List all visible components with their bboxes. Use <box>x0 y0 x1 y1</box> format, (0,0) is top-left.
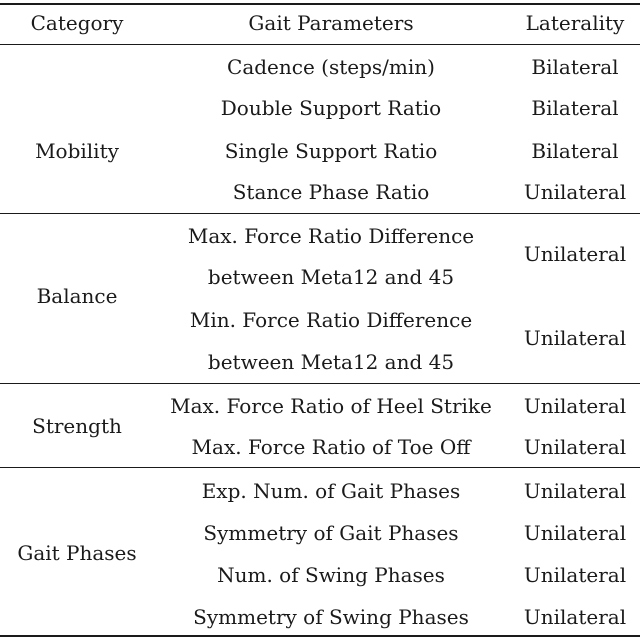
bottom-rule <box>0 635 640 637</box>
parameter-cell: Max. Force Ratio Difference <box>187 224 475 248</box>
parameter-cell: Symmetry of Gait Phases <box>203 521 459 545</box>
category-cell: Gait Phases <box>17 541 137 565</box>
category-cell: Balance <box>36 284 118 308</box>
laterality-cell: Unilateral <box>523 242 627 266</box>
parameter-cell: Exp. Num. of Gait Phases <box>201 479 461 503</box>
top-rule <box>0 3 640 5</box>
header-rule <box>0 44 640 45</box>
header-category: Category <box>30 11 124 35</box>
laterality-cell: Bilateral <box>531 139 619 163</box>
laterality-cell: Unilateral <box>523 394 627 418</box>
laterality-cell: Unilateral <box>523 605 627 629</box>
laterality-cell: Unilateral <box>523 563 627 587</box>
category-cell: Mobility <box>35 139 119 163</box>
laterality-cell: Unilateral <box>523 326 627 350</box>
parameter-cell: Min. Force Ratio Difference <box>189 308 473 332</box>
laterality-cell: Unilateral <box>523 521 627 545</box>
parameter-cell: Max. Force Ratio of Heel Strike <box>170 394 492 418</box>
parameter-cell: Num. of Swing Phases <box>217 563 445 587</box>
group-rule <box>0 383 640 384</box>
group-rule <box>0 213 640 214</box>
header-laterality: Laterality <box>525 11 625 35</box>
laterality-cell: Bilateral <box>531 96 619 120</box>
parameter-cell: Double Support Ratio <box>220 96 442 120</box>
laterality-cell: Unilateral <box>523 479 627 503</box>
parameter-cell: Cadence (steps/min) <box>227 55 435 79</box>
parameter-cell: Single Support Ratio <box>224 139 438 163</box>
parameter-cell: Max. Force Ratio of Toe Off <box>191 435 471 459</box>
category-cell: Strength <box>32 414 122 438</box>
laterality-cell: Unilateral <box>523 435 627 459</box>
parameter-cell: between Meta12 and 45 <box>207 350 455 374</box>
laterality-cell: Unilateral <box>523 180 627 204</box>
group-rule <box>0 467 640 468</box>
parameter-cell: Stance Phase Ratio <box>232 180 430 204</box>
parameter-cell: between Meta12 and 45 <box>207 265 455 289</box>
laterality-cell: Bilateral <box>531 55 619 79</box>
header-gait-parameters: Gait Parameters <box>248 11 414 35</box>
parameter-cell: Symmetry of Swing Phases <box>193 605 469 629</box>
